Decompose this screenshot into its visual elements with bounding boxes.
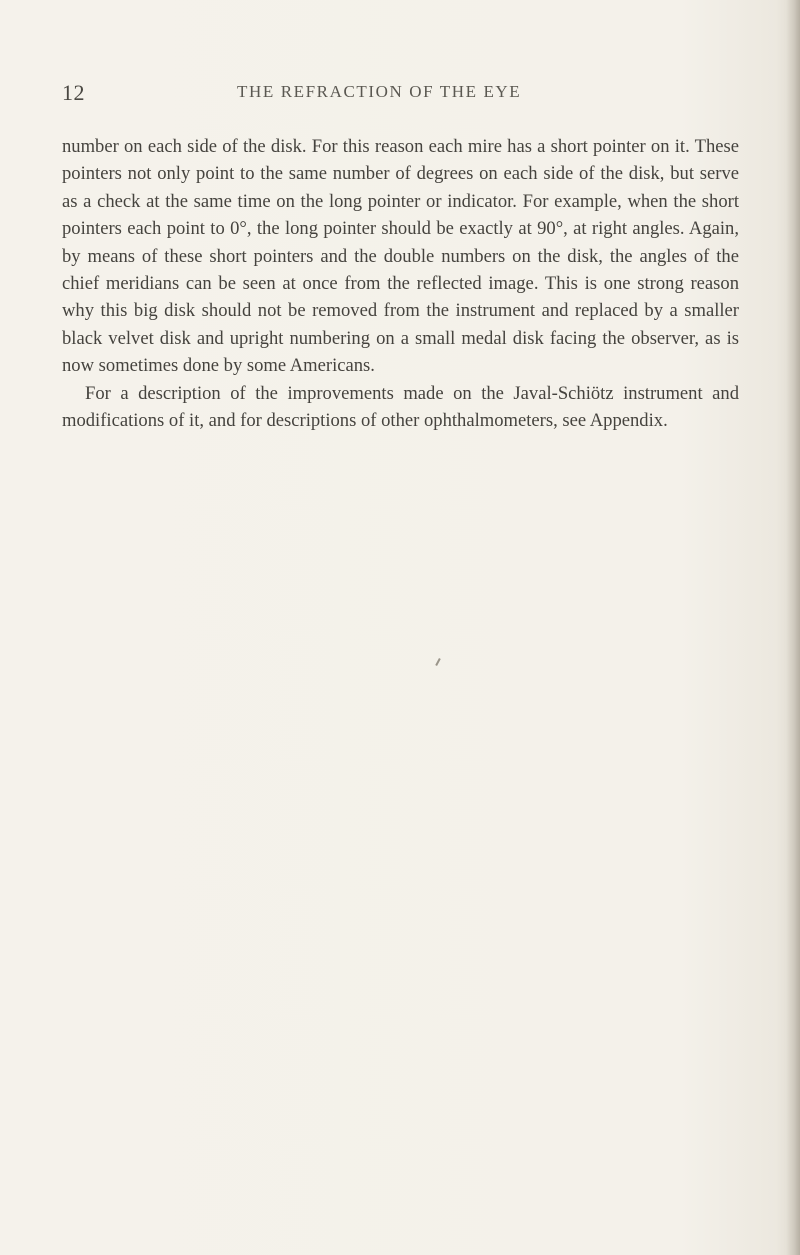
page-number: 12 bbox=[62, 80, 85, 105]
running-head bbox=[62, 80, 732, 110]
body-text bbox=[62, 133, 739, 434]
running-head-title: THE REFRACTION OF THE EYE bbox=[237, 82, 522, 101]
page-edge-shadow bbox=[786, 0, 800, 1255]
paragraph-appendix-note: For a description of the improvements made on the Javal-Schiötz instrument and modifications of it, and for descriptions of other ophthalmometers, see Appendix. bbox=[62, 382, 739, 432]
stray-pencil-mark bbox=[435, 658, 441, 666]
paragraph-continued: number on each side of the disk. For this reason each mire has a short pointer on it. These pointers not only point to the same number of degrees on each side of the disk, but serve as a check at the same time on the long pointer or indicator. For example, when the short pointers each point to 0°, the long pointer should be exactly at 90°, at right angles. Again, by means of these short pointers and the double numbers on the disk, the angles of the chief meridians can be seen at once from the reflected image. This is one strong reason why this big disk should not be removed from the instrument and replaced by a smaller black velvet disk and upright numbering on a small medal disk facing the observer, as is now sometimes done by some Americans. bbox=[62, 136, 739, 377]
